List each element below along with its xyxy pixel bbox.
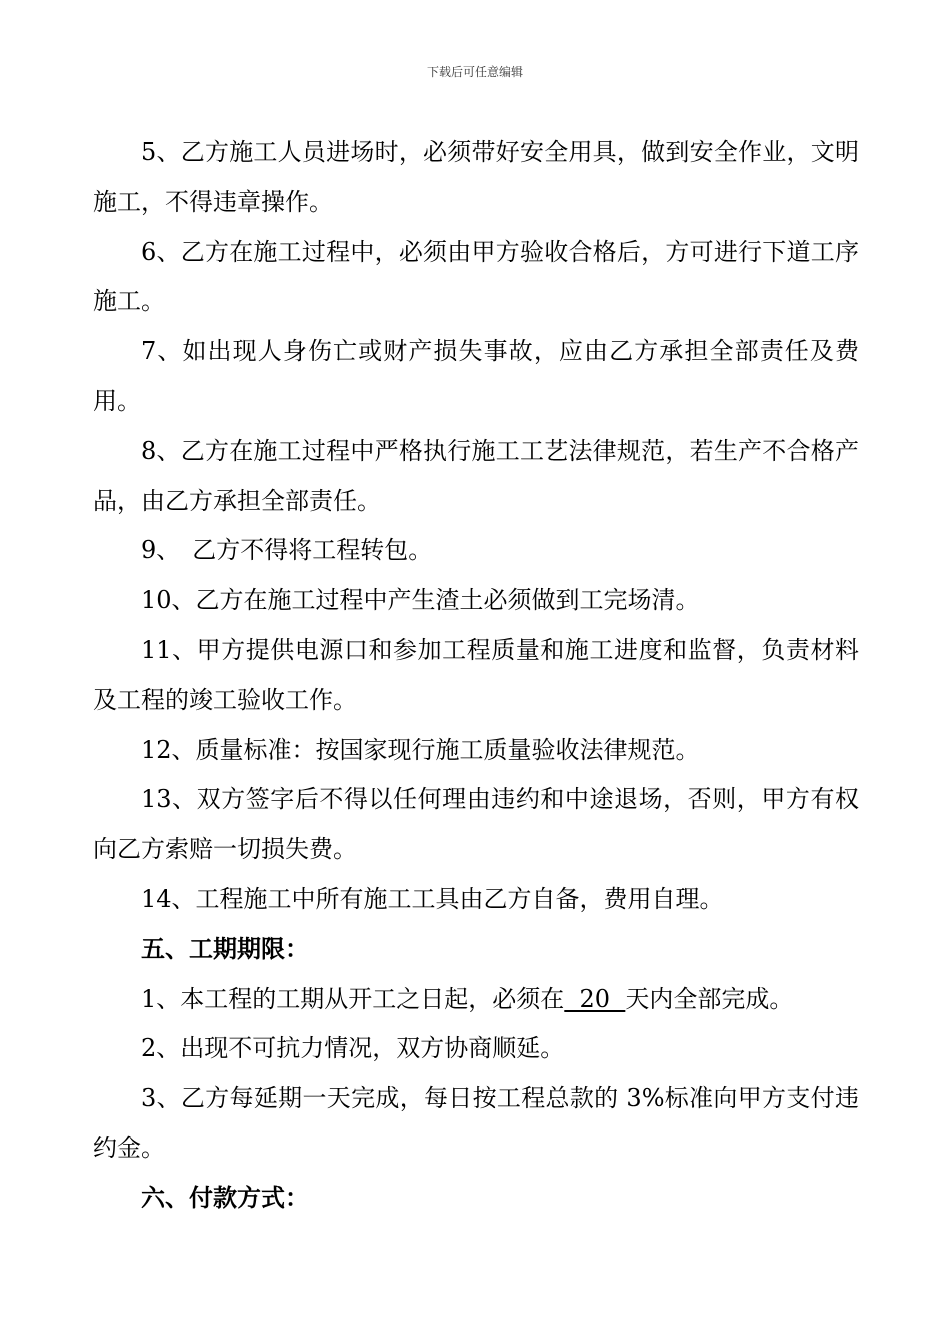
clause-7: 7、如出现人身伤亡或财产损失事故，应由乙方承担全部责任及费用。 xyxy=(93,337,859,415)
section-5-item-2: 2、出现不可抗力情况，双方协商顺延。 xyxy=(141,1034,565,1063)
clause-11: 11、甲方提供电源口和参加工程质量和施工进度和监督，负责材料及工程的竣工验收工作。 xyxy=(93,635,859,714)
document-body xyxy=(93,128,859,1224)
clause-8: 8、乙方在施工过程中严格执行施工工艺法律规范，若生产不合格产品，由乙方承担全部责任。 xyxy=(93,436,859,515)
section-5-item-1 xyxy=(93,975,859,1025)
item-1-text-before: 1、本工程的工期从开工之日起，必须在 xyxy=(141,984,565,1013)
page-header: 下载后可任意编辑 xyxy=(426,65,523,79)
clause-9: 9、 乙方不得将工程转包。 xyxy=(141,536,433,565)
section-6-heading: 六、付款方式： xyxy=(141,1183,309,1212)
clause-14: 14、工程施工中所有施工工具由乙方自备，费用自理。 xyxy=(141,884,724,913)
clause-6: 6、乙方在施工过程中，必须由甲方验收合格后，方可进行下道工序施工。 xyxy=(93,237,859,316)
clause-10: 10、乙方在施工过程中产生渣土必须做到工完场清。 xyxy=(141,586,700,615)
duration-days-field: 20 xyxy=(564,984,626,1013)
section-5-item-3: 3、乙方每延期一天完成，每日按工程总款的 3%标准向甲方支付违约金。 xyxy=(93,1084,859,1162)
section-5-heading: 五、工期期限： xyxy=(141,934,309,963)
clause-13: 13、双方签字后不得以任何理由违约和中途退场，否则，甲方有权向乙方索赔一切损失费。 xyxy=(93,785,859,864)
item-1-text-after: 天内全部完成。 xyxy=(625,984,794,1013)
clause-5: 5、乙方施工人员进场时，必须带好安全用具，做到安全作业，文明施工，不得违章操作。 xyxy=(93,138,859,216)
clause-12: 12、质量标准：按国家现行施工质量验收法律规范。 xyxy=(141,735,700,764)
